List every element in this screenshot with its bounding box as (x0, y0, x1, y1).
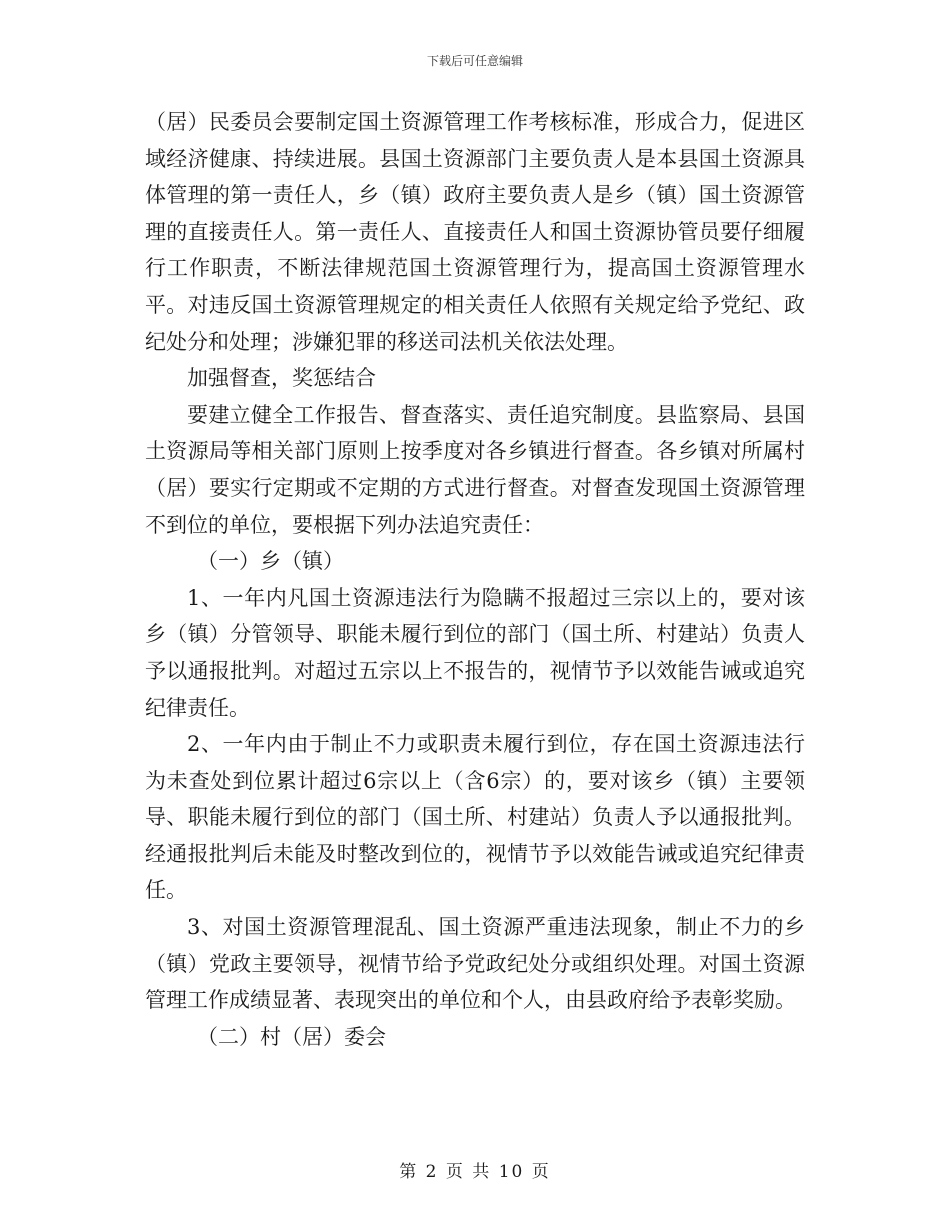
page-header: 下载后可任意编辑 (426, 54, 523, 68)
item-1: 1、一年内凡国土资源违法行为隐瞒不报超过三宗以上的，要对该乡（镇）分管领导、职能未履行到位的部门（国土所、村建站）负责人予以通报批判。对超过五宗以上不报告的，视情节予以效能告诫或追究纪律责任。 (145, 585, 805, 720)
item-2: 2、一年内由于制止不力或职责未履行到位，存在国土资源违法行为未查处到位累计超过6宗以上（含6宗）的，要对该乡（镇）主要领导、职能未履行到位的部门（国土所、村建站）负责人予以通报批判。经通报批判后未能及时整改到位的，视情节予以效能告诫或追究纪律责任。 (145, 732, 805, 903)
section-heading-supervision: 加强督查，奖惩结合 (187, 366, 376, 391)
paragraph-responsibility: （居）民委员会要制定国土资源管理工作考核标准，形成合力，促进区域经济健康、持续进展。县国土资源部门主要负责人是本县国土资源具体管理的第一责任人，乡（镇）政府主要负责人是乡（镇）国土资源管理的直接责任人。第一责任人、直接责任人和国土资源协管员要仔细履行工作职责，不断法律规范国土资源管理行为，提高国土资源管理水平。对违反国土资源管理规定的相关责任人依照有关规定给予党纪、政纪处分和处理；涉嫌犯罪的移送司法机关依法处理。 (145, 110, 805, 354)
page-number: 第 2 页 共 10 页 (399, 1162, 551, 1182)
subheading-township: （一）乡（镇） (197, 549, 344, 574)
subheading-village: （二）村（居）委会 (197, 1024, 386, 1049)
item-3: 3、对国土资源管理混乱、国土资源严重违法现象，制止不力的乡（镇）党政主要领导，视情节给予党政纪处分或组织处理。对国土资源管理工作成绩显著、表现突出的单位和个人，由县政府给予表彰奖励。 (145, 915, 805, 1013)
paragraph-supervision: 要建立健全工作报告、督查落实、责任追究制度。县监察局、县国土资源局等相关部门原则上按季度对各乡镇进行督查。各乡镇对所属村（居）要实行定期或不定期的方式进行督查。对督查发现国土资源管理不到位的单位，要根据下列办法追究责任： (145, 402, 805, 537)
document-body (145, 104, 805, 1055)
